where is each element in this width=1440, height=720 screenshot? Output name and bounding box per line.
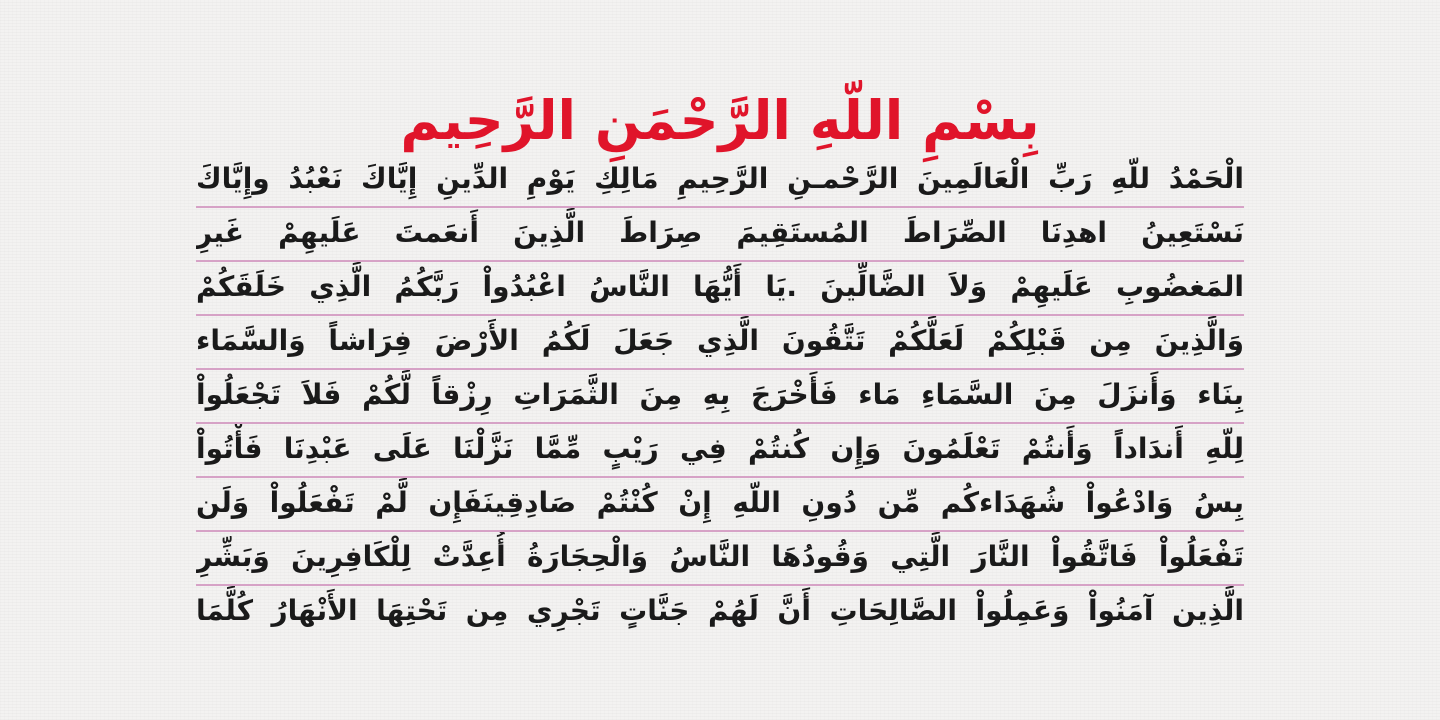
text-line-2-text: نَسْتَعِينُ اهدِنَا الصِّرَاطَ المُستَقِيمَ صِرَاطَ الَّذِينَ أَنعَمتَ عَلَيهِمْ غَيرِ xyxy=(196,216,1244,249)
text-line-9-text: الَّذِين آمَنُواْ وَعَمِلُواْ الصَّالِحَاتِ أَنَّ لَهُمْ جَنَّاتٍ تَجْرِي مِن تَحْتِهَا الأَنْهَارُ كُلَّمَا xyxy=(196,594,1244,627)
text-line-6-text: لِلّهِ أَندَاداً وَأَنتُمْ تَعْلَمُونَ وَإِن كُنتُمْ فِي رَيْبٍ مِّمَّا نَزَّلْنَا عَلَى عَبْدِنَا فَأْتُواْ xyxy=(196,432,1244,465)
text-line-9 xyxy=(196,586,1244,640)
text-lines xyxy=(196,154,1244,640)
text-line-2 xyxy=(196,208,1244,262)
text-line-3-text: المَغضُوبِ عَلَيهِمْ وَلاَ الضَّالِّينَ .يَا أَيُّهَا النَّاسُ اعْبُدُواْ رَبَّكُمُ الَّذِي خَلَقَكُمْ xyxy=(196,270,1244,303)
text-line-6 xyxy=(196,424,1244,478)
text-line-1 xyxy=(196,154,1244,208)
text-line-7-text: بِسُ وَادْعُواْ شُهَدَاءكُم مِّن دُونِ اللّهِ إِنْ كُنْتُمْ صَادِقِينَفَإِن لَّمْ تَفْعَلُواْ وَلَن xyxy=(196,486,1244,519)
text-line-4 xyxy=(196,316,1244,370)
text-line-8 xyxy=(196,532,1244,586)
text-line-8-text: تَفْعَلُواْ فَاتَّقُواْ النَّارَ الَّتِي وَقُودُهَا النَّاسُ وَالْحِجَارَةُ أُعِدَّتْ لِلْكَافِرِينَ وَبَشِّرِ xyxy=(196,540,1244,573)
text-line-5-text: بِنَاء وَأَنزَلَ مِنَ السَّمَاءِ مَاء فَأَخْرَجَ بِهِ مِنَ الثَّمَرَاتِ رِزْقاً لَّكُمْ فَلاَ تَجْعَلُواْ xyxy=(196,378,1244,411)
text-line-1-text: الْحَمْدُ للّهِ رَبِّ الْعَالَمِينَ الرَّحْمـنِ الرَّحِيمِ مَالِكِ يَوْمِ الدِّينِ إِيَّاكَ نَعْبُدُ وإِيَّاكَ xyxy=(196,162,1244,195)
text-line-3 xyxy=(196,262,1244,316)
text-line-7 xyxy=(196,478,1244,532)
text-line-5 xyxy=(196,370,1244,424)
text-line-4-text: وَالَّذِينَ مِن قَبْلِكُمْ لَعَلَّكُمْ تَتَّقُونَ الَّذِي جَعَلَ لَكُمُ الأَرْضَ فِرَاشاً وَالسَّمَاء xyxy=(196,324,1244,357)
basmala-heading: بِسْمِ اللّهِ الرَّحْمَنِ الرَّحِيم xyxy=(400,89,1040,152)
